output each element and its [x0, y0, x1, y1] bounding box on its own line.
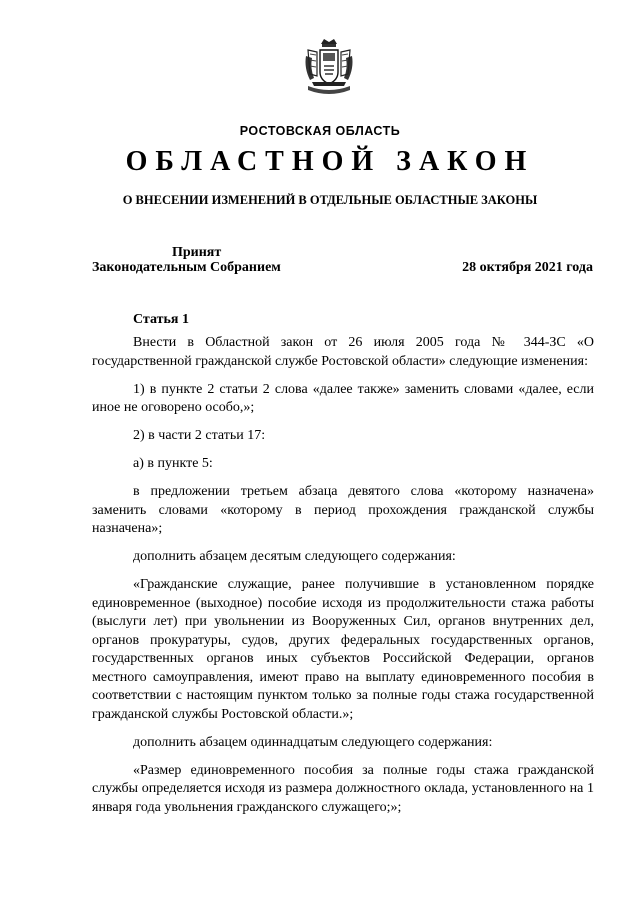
paragraph: дополнить абзацем одиннадцатым следующего содержания: [133, 734, 493, 750]
document-title: ОБЛАСТНОЙ ЗАКОН [125, 146, 535, 177]
paragraph: а) в пункте 5: [133, 456, 213, 471]
paragraph: в предложении третьем абзаца девятого слова «которому назначена» заменить словами «которому в период прохождения гражданской службы назначена»; [92, 484, 594, 536]
region-name: РОСТОВСКАЯ ОБЛАСТЬ [239, 124, 401, 138]
adoption-date: 28 октября 2021 года [462, 260, 593, 275]
article-heading: Статья 1 [133, 312, 189, 327]
paragraph: 1) в пункте 2 статьи 2 слова «далее также» заменить словами «далее, если иное не оговорено особо,»; [92, 381, 594, 415]
coat-of-arms-emblem [300, 38, 358, 100]
paragraph: 2) в части 2 статьи 17: [133, 428, 266, 443]
paragraph: Внести в Областной закон от 26 июля 2005 года № 344-ЗС «О государственной гражданской службе Ростовской области» следующие изменения: [92, 335, 594, 369]
article-body [92, 334, 594, 827]
adoption-label: Принят [172, 245, 222, 260]
document-subtitle: О ВНЕСЕНИИ ИЗМЕНЕНИЙ В ОТДЕЛЬНЫЕ ОБЛАСТНЫЕ ЗАКОНЫ [122, 193, 538, 207]
paragraph: дополнить абзацем десятым следующего содержания: [133, 549, 456, 564]
adoption-body: Законодательным Собранием [92, 260, 281, 275]
paragraph: «Размер единовременного пособия за полные годы стажа гражданской службы определяется исходя из размера должностного оклада, установленного на 1 января года увольнения гражданского служащего;»; [92, 762, 594, 815]
paragraph: «Гражданские служащие, ранее получившие в установленном порядке единовременное (выходное) пособие исходя из продолжительности стажа работы (выслуги лет) при увольнении из Вооруженных Сил, органов внутренних дел, органов прокуратуры, судов, других федеральных государственных органов, государственных органов иных субъектов Российской Федерации, органов местного самоуправления, имеют право на выплату единовременного пособия в соответствии с настоящим пунктом только за полные годы стажа государственной гражданской службы Ростовской области.»; [92, 577, 594, 722]
